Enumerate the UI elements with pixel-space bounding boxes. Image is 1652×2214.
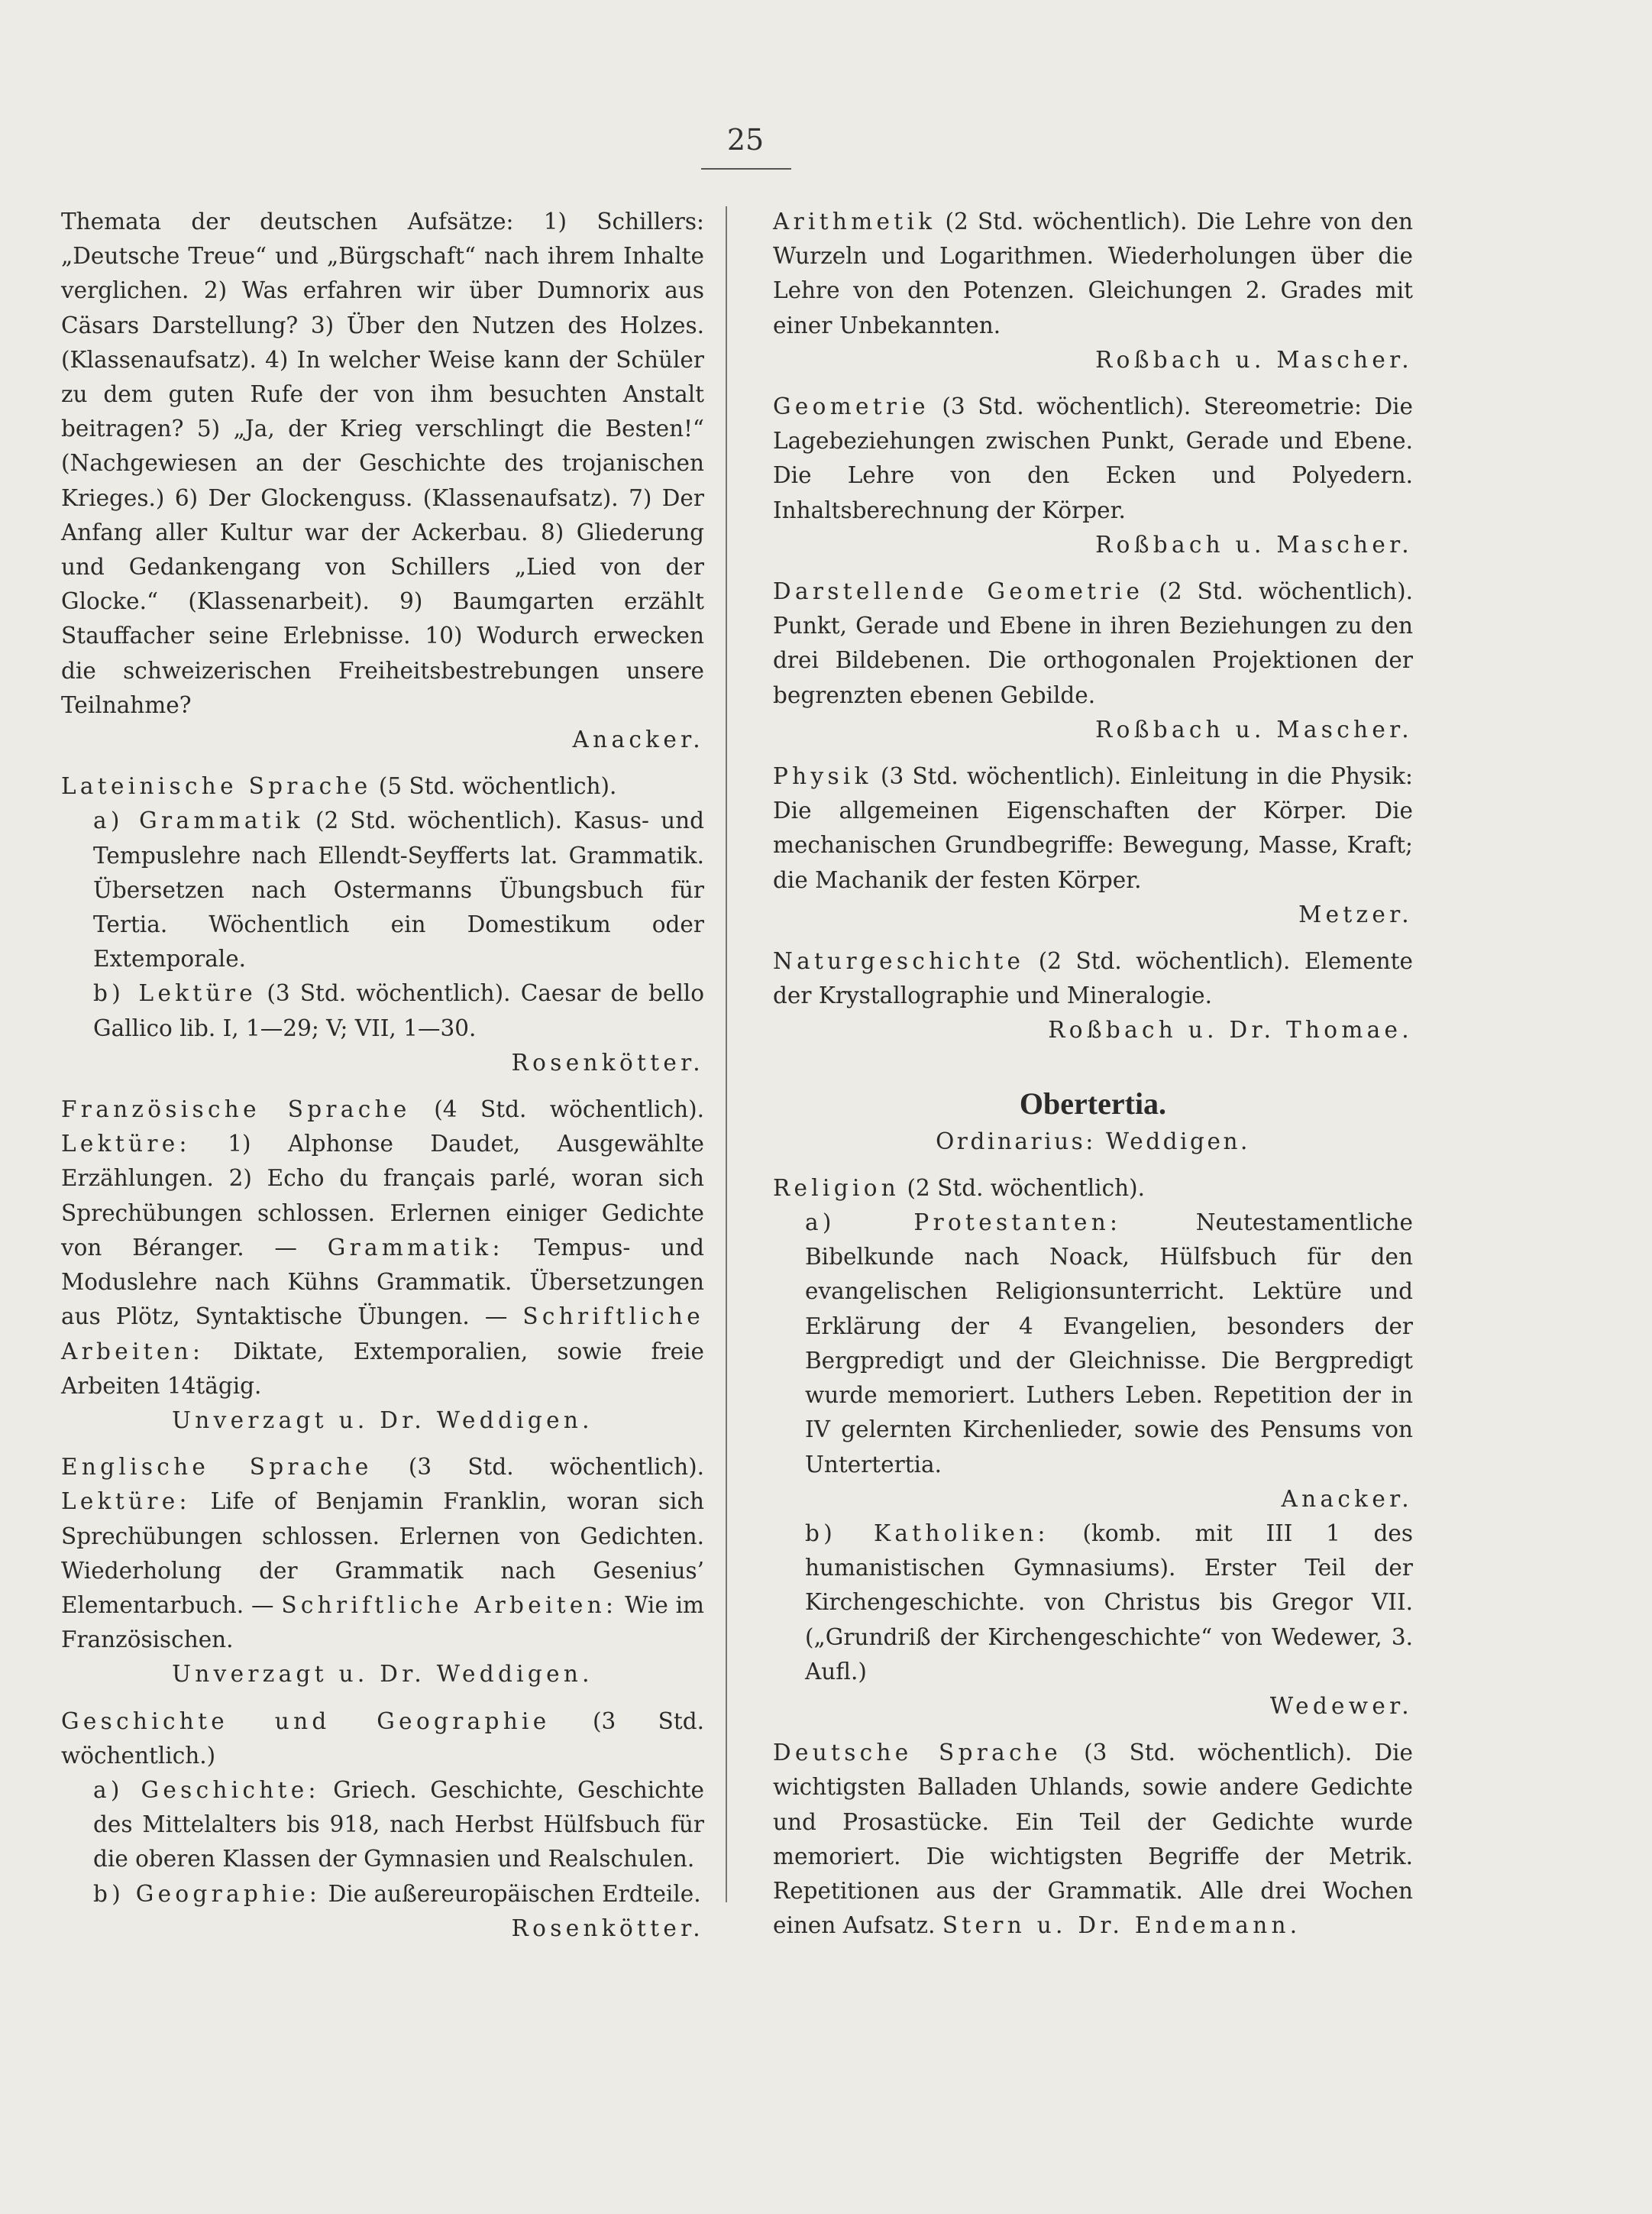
englisch-schriftlich-label: Schriftliche Arbeiten: (281, 1591, 618, 1618)
latein-lektuere (61, 976, 704, 1045)
franz-grammatik-text: Tempus- und Moduslehre nach Kühns Grammatik. Übersetzungen aus Plötz, Syntaktische Übungen. — (61, 1234, 704, 1330)
englisch-author: Unverzagt u. Dr. Weddigen. (172, 1661, 593, 1688)
arithmetik-paragraph (773, 205, 1413, 343)
left-column (61, 205, 704, 1946)
latein-title: Lateinische Sprache (61, 773, 372, 800)
latein-grammatik-label: a) Grammatik (93, 808, 304, 834)
geometrie-text: (3 Std. wöchentlich). Stereometrie: Die Lagebeziehungen zwischen Punkt, Gerade und Ebene. Die Lehre von den Ecken und Polyedern. Inhaltsberechnung der Körper. (773, 393, 1413, 523)
naturgeschichte-title: Naturgeschichte (773, 948, 1025, 975)
obertertia-heading: Obertertia. (1019, 1086, 1167, 1121)
deutsch-title: Deutsche Sprache (773, 1740, 1062, 1766)
latein-lektuere-text: (3 Std. wöchentlich). Caesar de bello Gallico lib. I, 1—29; V; VII, 1—30. (93, 980, 704, 1041)
latein-lektuere-label: b) Lektüre (93, 980, 257, 1007)
franz-schriftlich-label: Schriftliche Arbeiten: (61, 1303, 704, 1364)
religion-b-label: b) Katholiken: (805, 1520, 1049, 1546)
englisch-lektuere-text: Life of Benjamin Franklin, woran sich Sprechübungen schlossen. Erlernen von Gedichten. Wiederholung der Grammatik nach Gesenius’ Elementarbuch. — (61, 1488, 704, 1618)
religion-a-author: Anacker. (1281, 1485, 1413, 1512)
franz-title: Französische Sprache (61, 1096, 411, 1123)
geschichte-b-text: Die außereuropäischen Erdteile. (328, 1880, 701, 1907)
franz-hours: (4 Std. wöchentlich). (434, 1096, 704, 1123)
franz-paragraph (61, 1092, 704, 1403)
religion-b-author: Wedewer. (1269, 1692, 1413, 1719)
themata-paragraph: Themata der deutschen Aufsätze: 1) Schillers: „Deutsche Treue“ und „Bürgschaft“ nach ihrem Inhalte verglichen. 2) Was erfahren wir über Dumnorix aus Cäsars Darstellung? 3) Über den Nutzen des Holzes. (Klassenaufsatz). 4) In welcher Weise kann der Schüler zu dem guten Rufe der von ihm besuchten Anstalt beitragen? 5) „Ja, der Krieg verschlingt die Besten!“ (Nachgewiesen an der Geschichte des trojanischen Krieges.) 6) Der Glockenguss. (Klassenaufsatz). 7) Der Anfang aller Kultur war der Ackerbau. 8) Gliederung und Gedankengang von Schillers „Lied von der Glocke.“ (Klassenarbeit). 9) Baumgarten erzählt Stauffacher seine Erlebnisse. 10) Wodurch erwecken die schweizerischen Freiheitsbestrebungen unsere Teilnahme? (61, 209, 704, 718)
page-number: 25 (726, 123, 765, 157)
franz-lektuere-text: 1) Alphonse Daudet, Ausgewählte Erzählungen. 2) Echo du français parlé, woran sich Sprechübungen schlossen. Erlernen einiger Gedichte von Béranger. — (61, 1131, 704, 1261)
englisch-lektuere-label: Lektüre: (61, 1488, 191, 1515)
naturgeschichte-author: Roßbach u. Dr. Thomae. (1048, 1017, 1413, 1044)
geometrie-title: Geometrie (773, 393, 929, 420)
religion-title: Religion (773, 1174, 900, 1201)
franz-lektuere-label: Lektüre: (61, 1131, 191, 1157)
religion-a-text: Neutestamentliche Bibelkunde nach Noack, Hülfsbuch für den evangelischen Religionsunterricht. Lektüre und Erklärung der 4 Evangelien, besonders der Bergpredigt und der Gleichnisse. Die Bergpredigt wurde memoriert. Luthers Leben. Repetition der in IV gelernten Kirchenlieder, sowie des Pensums von Untertertia. (805, 1209, 1413, 1478)
darstellende-author: Roßbach u. Mascher. (1095, 716, 1413, 743)
arithmetik-author: Roßbach u. Mascher. (1095, 346, 1413, 373)
physik-text: (3 Std. wöchentlich). Einleitung in die Physik: Die allgemeinen Eigenschaften der Körper. Die mechanischen Grundbegriffe: Bewegung, Masse, Kraft; die Machanik der festen Körper. (773, 763, 1413, 893)
naturgeschichte-paragraph (773, 944, 1413, 1013)
naturgeschichte-text: (2 Std. wöchentlich). Elemente der Krystallographie und Mineralogie. (773, 948, 1413, 1009)
franz-grammatik-label: Grammatik: (327, 1234, 504, 1261)
englisch-hours: (3 Std. wöchentlich). (408, 1454, 704, 1481)
franz-schriftlich-text: Diktate, Extemporalien, sowie freie Arbeiten 14tägig. (61, 1338, 704, 1399)
englisch-schriftlich-text: Wie im Französischen. (61, 1591, 704, 1653)
geometrie-paragraph (773, 390, 1413, 528)
geschichte-b-label: b) Geographie: (93, 1880, 322, 1907)
religion-a (773, 1206, 1413, 1482)
physik-title: Physik (773, 763, 872, 790)
physik-author: Metzer. (1298, 901, 1413, 927)
geschichte-author: Rosenkötter. (511, 1915, 704, 1941)
themata-author: Anacker. (572, 727, 704, 753)
geschichte-a-label: a) Geschichte: (93, 1776, 320, 1803)
arithmetik-title: Arithmetik (773, 209, 936, 235)
latein-author: Rosenkötter. (511, 1049, 704, 1076)
geschichte-heading (61, 1704, 704, 1773)
religion-hours: (2 Std. wöchentlich). (907, 1174, 1145, 1201)
geschichte-a (61, 1773, 704, 1877)
page-number-rule (701, 168, 791, 170)
deutsch-author: Stern u. Dr. Endemann. (942, 1912, 1301, 1939)
darstellende-text: (2 Std. wöchentlich). Punkt, Gerade und Ebene in ihren Beziehungen zu den drei Bildebenen. Die orthogonalen Projektionen der begrenzten ebenen Gebilde. (773, 578, 1413, 708)
englisch-paragraph (61, 1450, 704, 1657)
obertertia-ordinarius: Ordinarius: Weddigen. (936, 1128, 1250, 1154)
latein-grammatik (61, 804, 704, 976)
latein-hours: (5 Std. wöchentlich). (378, 773, 617, 800)
physik-paragraph (773, 759, 1413, 898)
geschichte-a-text: Griech. Geschichte, Geschichte des Mittelalters bis 918, nach Herbst Hülfsbuch für die oberen Klassen der Gymnasien und Realschulen. (93, 1776, 704, 1873)
darstellende-paragraph (773, 575, 1413, 713)
religion-b (773, 1516, 1413, 1689)
englisch-title: Englische Sprache (61, 1454, 373, 1481)
religion-b-text: (komb. mit III 1 des humanistischen Gymnasiums). Erster Teil der Kirchengeschichte. von Christus bis Gregor VII. („Grundriß der Kirchengeschichte“ von Wedewer, 3. Aufl.) (805, 1520, 1413, 1685)
darstellende-title: Darstellende Geometrie (773, 578, 1144, 605)
column-divider (726, 206, 727, 1902)
geometrie-author: Roßbach u. Mascher. (1095, 531, 1413, 558)
religion-a-label: a) Protestanten: (805, 1209, 1122, 1236)
arithmetik-text: (2 Std. wöchentlich). Die Lehre von den Wurzeln und Logarithmen. Wiederholungen über die Lehre von den Potenzen. Gleichungen 2. Grades mit einer Unbekannten. (773, 209, 1413, 338)
religion-heading (773, 1171, 1413, 1206)
franz-author: Unverzagt u. Dr. Weddigen. (172, 1406, 593, 1433)
latein-heading (61, 769, 704, 804)
geschichte-hours: (3 Std. wöchentlich.) (61, 1707, 704, 1769)
deutsch-paragraph (773, 1736, 1413, 1943)
right-column (773, 205, 1413, 1943)
latein-grammatik-text: (2 Std. wöchentlich). Kasus- und Tempuslehre nach Ellendt-Seyfferts lat. Grammatik. Übersetzen nach Ostermanns Übungsbuch für Tertia. Wöchentlich ein Domestikum oder Extemporale. (93, 808, 704, 973)
geschichte-b (61, 1877, 704, 1911)
deutsch-text: (3 Std. wöchentlich). Die wichtigsten Balladen Uhlands, sowie andere Gedichte und Prosastücke. Ein Teil der Gedichte wurde memoriert. Die wichtigsten Begriffe der Metrik. Repetitionen aus der Grammatik. Alle drei Wochen einen Aufsatz. (773, 1740, 1413, 1939)
geschichte-title: Geschichte und Geographie (61, 1707, 551, 1734)
